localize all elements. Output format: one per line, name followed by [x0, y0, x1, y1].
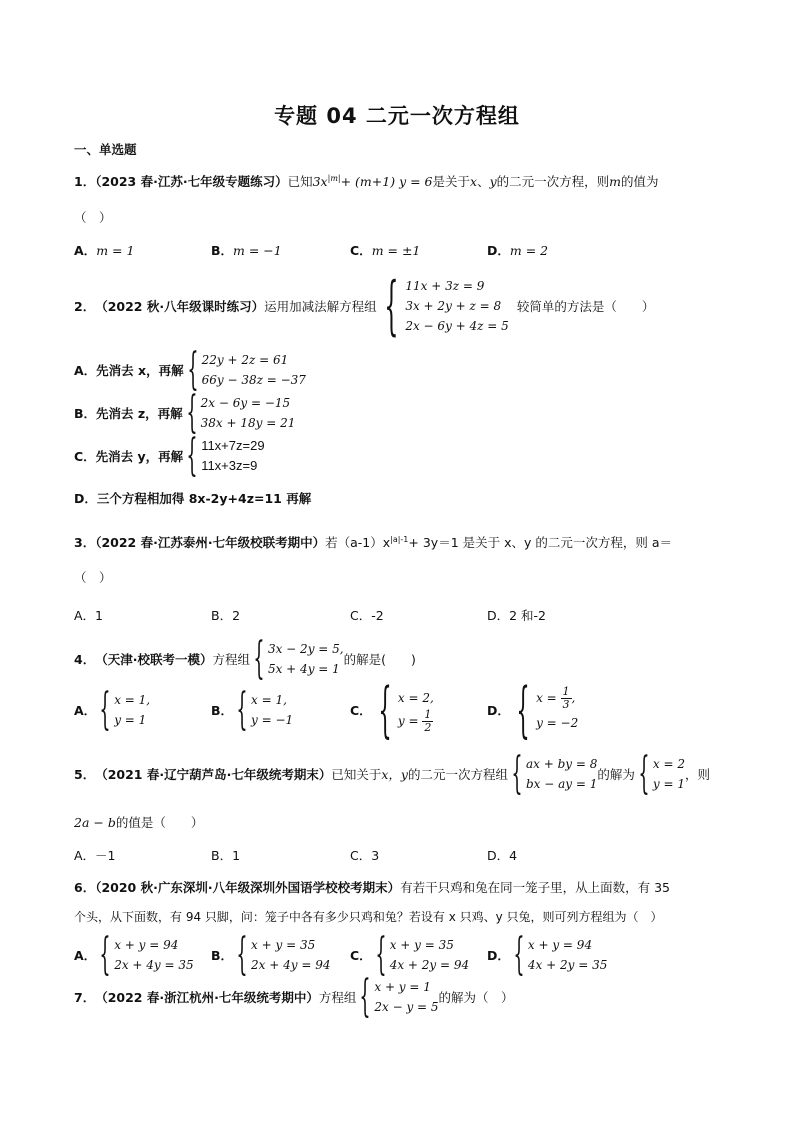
option-a: A．先消去 x，再解 { 22y + 2z = 61 66y − 38z = −37	[74, 344, 306, 395]
option-c: C．先消去 y，再解 { 11x+7z=29 11x+3z=9	[74, 430, 265, 481]
option-d: D．2 和-2	[487, 608, 547, 623]
option-d: D．m = 2	[487, 243, 549, 258]
brace-icon: {	[186, 344, 199, 395]
question-number: 3．	[74, 535, 96, 550]
question-1-paren: （ ）	[74, 210, 112, 225]
question-3-paren: （ ）	[74, 570, 112, 585]
question-5: 5． （2021 春·辽宁葫芦岛·七年级统考期末） 已知关于 x，y 的二元一次方程组 { ax + by = 8 bx − ay = 1 的解为 { x = 2 y = 1 ，则	[74, 748, 711, 799]
question-source: （2022 秋·八年级课时练习）	[95, 299, 265, 314]
brace-icon: {	[383, 269, 399, 343]
option-d: D． { x = $\frac{1}{3}$ , y = −2	[487, 675, 579, 745]
page-title: 专题 04 二元一次方程组	[274, 104, 520, 128]
brace-icon: {	[186, 387, 198, 438]
option-a: A． { x = 1, y = 1	[74, 684, 151, 735]
option-a: A．m = 1	[74, 243, 135, 258]
section-heading: 一、单选题	[74, 142, 137, 157]
question-4: 4． （天津·校联考一模） 方程组 { 3x − 2y = 5, 5x + 4y = 1 的解是( )	[74, 633, 416, 684]
option-c: C．-2	[350, 608, 384, 623]
option-b: B． { x + y = 35 2x + 4y = 94	[211, 929, 331, 980]
option-b: B．先消去 z，再解 { 2x − 6y = −15 38x + 18y = 21	[74, 387, 296, 438]
question-number: 1．	[74, 174, 96, 189]
option-d: D．4	[487, 848, 518, 863]
option-d: D． { x + y = 94 4x + 2y = 35	[487, 929, 608, 980]
question-1: 1．（2023 春·江苏·七年级专题练习）已知$3x^{|m|}+ (m+1) y = 6$是关于x、y的二元一次方程，则m的值为	[74, 173, 659, 189]
option-a: A． { x + y = 94 2x + 4y = 35	[74, 929, 194, 980]
question-6-line2: 个头，从下面数，有 94 只脚，问：笼子中各有多少只鸡和兔？若设有 x 只鸡、y 只兔，则可列方程组为（ ）	[74, 910, 663, 924]
question-3: 3．（2022 春·江苏泰州·七年级校联考期中）若$(a-1)x^{|a|-1}+ 3y=1$ 是关于 x、y 的二元一次方程，则 a＝	[74, 534, 673, 550]
option-c: C． { x + y = 35 4x + 2y = 94	[350, 929, 470, 980]
brace-icon: {	[253, 633, 265, 684]
option-d: D．三个方程相加得 8x-2y+4z=11 再解	[74, 491, 312, 506]
option-a: A．1	[74, 608, 104, 623]
option-c: C．3	[350, 848, 380, 863]
question-7: 7． （2022 春·浙江杭州·七年级统考期中） 方程组 { x + y = 1 2x − y = 5 的解为（ ）	[74, 971, 514, 1022]
equation-system: 11x + 3z = 9 3x + 2y + z = 8 2x − 6y + 4z = 5	[405, 279, 509, 333]
option-b: B．m = −1	[211, 243, 282, 258]
option-b: B． { x = 1, y = −1	[211, 684, 294, 735]
option-b: B．2	[211, 608, 241, 623]
question-source: （2022 春·江苏泰州·七年级校联考期中）	[95, 535, 326, 550]
question-2: 2． （2022 秋·八年级课时练习） 运用加减法解方程组 { 11x + 3z = 9 3x + 2y + z = 8 2x − 6y + 4z = 5 较简单的方法是（ ）	[74, 269, 655, 343]
option-c: C．m = ±1	[350, 243, 421, 258]
question-5-line2: 2a − b的值是（ ）	[74, 815, 204, 830]
question-number: 2．	[74, 299, 96, 314]
question-source: （2023 春·江苏·七年级专题练习）	[95, 174, 288, 189]
brace-icon: {	[186, 430, 198, 481]
option-a: A．－1	[74, 848, 116, 863]
question-6: 6．（2020 秋·广东深圳·八年级深圳外国语学校校考期末）有若干只鸡和兔在同一笼子里，从上面数，有 35	[74, 880, 670, 895]
option-c: C． { x = 2, y = $\frac{1}{2}$	[350, 675, 434, 745]
option-b: B．1	[211, 848, 241, 863]
